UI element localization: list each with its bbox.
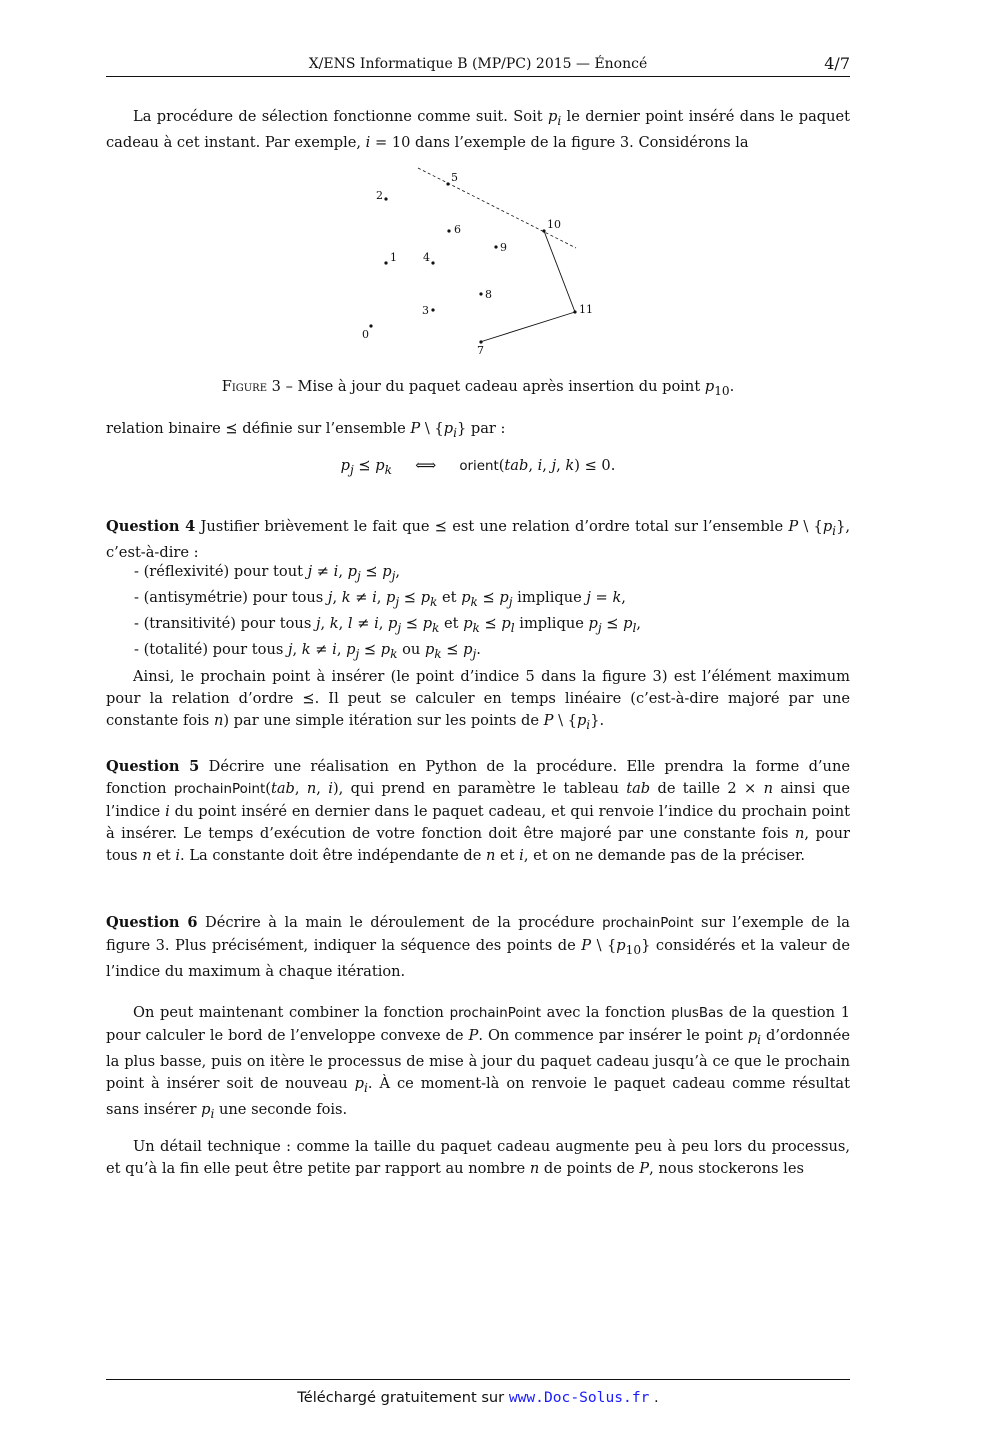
list-item: - (réflexivité) pour tout j ≠ i, $p_j$ ⪯ $p_j$,: [134, 563, 401, 583]
point-label-0: 0: [362, 328, 369, 341]
hull-edge-11-10: [544, 231, 575, 312]
point-label-11: 11: [579, 303, 593, 316]
footer-rule: [106, 1379, 850, 1380]
doc-solus-link[interactable]: www.Doc-Solus.fr: [508, 1389, 650, 1406]
page-footer: Téléchargé gratuitement sur www.Doc-Solus.fr .: [297, 1389, 659, 1406]
point-label-8: 8: [485, 288, 492, 301]
question-6: Question 6 Décrire à la main le déroulement de la procédure prochainPoint sur l’exemple de la figure 3. Plus précisément, indiquer la séquence des points de P \ $\{p_{10}\}$ considérés et la valeur de l’indice du maximum à chaque itération.: [106, 914, 850, 980]
point-label-6: 6: [454, 223, 461, 236]
question-4-label: Question 4: [106, 518, 196, 535]
question-6-label: Question 6: [106, 914, 198, 931]
question-4: Question 4 Justifier brièvement le fait que ⪯ est une relation d’ordre total sur l’ensemble P \ $\{p_i\}$, c’est-à-dire :: [106, 518, 850, 561]
point-5: [446, 182, 449, 185]
point-2: [384, 197, 387, 200]
point-11: [573, 310, 576, 313]
list-item: - (totalité) pour tous j, k ≠ i, $p_j$ ⪯ $p_k$ ou $p_k$ ⪯ $p_j$.: [134, 640, 481, 661]
order-definition-formula: $p_j$ ⪯ $p_k$ ⟺ orient(tab, i, j, k) ≤ 0.: [340, 457, 616, 477]
paragraph-maximum: Ainsi, le prochain point à insérer (le point d’indice 5 dans la figure 3) est l’élément maximum pour la relation d’ordre ⪯. Il peut se calculer en temps linéaire (c’est-à-dire majoré par une constante fois n) par une simple itération sur les points de P \ $\{p_i\}$.: [106, 668, 850, 732]
point-label-5: 5: [451, 171, 458, 184]
page: [106, 0, 850, 1441]
point-label-2: 2: [376, 189, 383, 202]
figure-3: [346, 164, 706, 364]
paragraph-technical: Un détail technique : comme la taille du paquet cadeau augmente peu à peu lors du processus, et qu’à la fin elle peut être petite par rapport au nombre n de points de P, nous stockerons les: [106, 1138, 850, 1177]
point-label-9: 9: [500, 241, 507, 254]
paragraph-relation: relation binaire ⪯ définie sur l’ensemble P \ $\{p_i\}$ par :: [106, 420, 506, 440]
point-label-3: 3: [422, 304, 429, 317]
order-properties-list: [134, 561, 641, 665]
point-label-10: 10: [547, 218, 561, 231]
point-label-4: 4: [423, 251, 430, 264]
point-10: [542, 229, 545, 232]
hull-edge-7-11: [480, 312, 575, 342]
point-1: [384, 261, 387, 264]
paragraph-combine: On peut maintenant combiner la fonction prochainPoint avec la fonction plusBas de la question 1 pour calculer le bord de l’enveloppe convexe de P. On commence par insérer le point $p_i$ d’ordonnée la plus basse, puis on itère le processus de mise à jour du paquet cadeau jusqu’à ce que le prochain point à insérer soit de nouveau $p_i$. À ce moment-là on renvoie le paquet cadeau comme résultat sans insérer $p_i$ une seconde fois.: [106, 1004, 850, 1121]
list-item: - (transitivité) pour tous j, k, l ≠ i, $p_j$ ⪯ $p_k$ et $p_k$ ⪯ $p_l$ implique $p_j$ ⪯ $p_l$,: [134, 614, 642, 635]
header-title: X/ENS Informatique B (MP/PC) 2015 — Énoncé: [308, 56, 648, 72]
dashed-tangent-line: [418, 168, 576, 248]
point-4: [431, 261, 434, 264]
page-number: 4/7: [824, 54, 850, 73]
question-5-label: Question 5: [106, 758, 200, 775]
point-6: [447, 229, 450, 232]
point-9: [494, 245, 497, 248]
point-label-7: 7: [477, 344, 484, 357]
point-label-1: 1: [390, 251, 397, 264]
paragraph-intro: La procédure de sélection fonctionne comme suit. Soit $p_i$ le dernier point inséré dans le paquet cadeau à cet instant. Par exemple, i = 10 dans l’exemple de la figure 3. Considérons la: [106, 108, 851, 151]
point-8: [479, 292, 482, 295]
point-3: [431, 308, 434, 311]
list-item: - (antisymétrie) pour tous j, k ≠ i, $p_j$ ⪯ $p_k$ et $p_k$ ⪯ $p_j$ implique j = k,: [134, 588, 626, 609]
figure-caption: Figure 3 – Mise à jour du paquet cadeau après insertion du point $p_{10}$.: [221, 378, 735, 398]
point-0: [369, 324, 372, 327]
page-header: [106, 54, 850, 77]
question-5: Question 5 Décrire une réalisation en Python de la procédure. Elle prendra la forme d’une fonction prochainPoint(tab, n, i), qui prend en paramètre le tableau tab de taille 2 × n ainsi que l’indice i du point inséré en dernier dans le paquet cadeau, et qui renvoie l’indice du prochain point à insérer. Le temps d’exécution de votre fonction doit être majoré par une constante fois n, pour tous n et i. La constante doit être indépendante de n et i, et on ne demande pas de la préciser.: [106, 758, 851, 864]
